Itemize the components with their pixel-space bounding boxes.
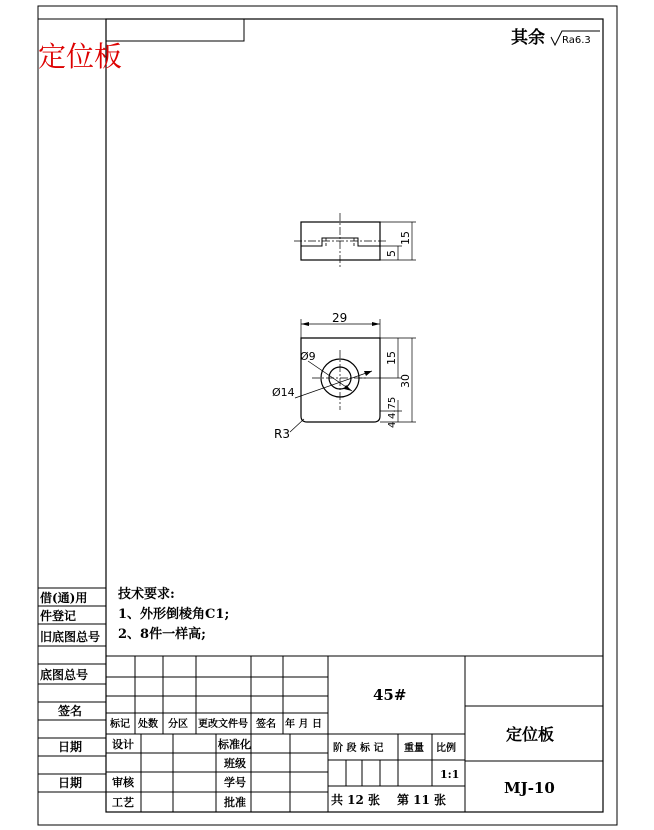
rev-header-doc-no: 更改文件号 <box>198 719 248 730</box>
scale-value: 1:1 <box>440 768 460 781</box>
rev-header-signature: 签名 <box>256 719 276 730</box>
total-sheets: 共 12 张 <box>331 793 381 807</box>
tech-req-heading: 技术要求: <box>118 587 175 602</box>
front-view <box>294 213 416 268</box>
dim-4: 4 <box>387 421 398 428</box>
dim-475: 4.75 <box>387 396 398 419</box>
title-part-name: 定位板 <box>506 725 555 744</box>
front-dim-5: 5 <box>385 250 398 257</box>
label-process: 工艺 <box>112 796 134 809</box>
front-view-slot <box>301 238 380 246</box>
label-design: 设计 <box>112 738 134 751</box>
dim-29: 29 <box>332 311 348 325</box>
diameter-14-arrow <box>364 371 372 376</box>
rev-header-count: 处数 <box>138 719 158 730</box>
diameter-14-leader <box>295 371 372 398</box>
top-dim-arrow-left <box>301 322 309 326</box>
dim-30: 30 <box>399 374 412 388</box>
label-approval: 批准 <box>224 796 246 809</box>
left-label-base-no: 底图总号 <box>40 668 89 682</box>
left-label-register: 件登记 <box>40 609 77 623</box>
left-label-signature: 签名 <box>58 704 83 718</box>
rev-header-date: 年 月 日 <box>285 719 322 730</box>
dim-radius-3: R3 <box>274 427 290 441</box>
radius-leader <box>290 419 304 432</box>
surface-finish-symbol <box>511 27 600 48</box>
rev-header-zone: 分区 <box>168 719 188 730</box>
inner-frame <box>106 19 603 812</box>
left-label-date-1: 日期 <box>58 740 83 754</box>
surface-finish-prefix: 其余 <box>511 28 545 48</box>
front-dim-15: 15 <box>399 231 412 245</box>
label-student-no: 学号 <box>224 776 246 789</box>
part-name-overlay: 定位板 <box>38 40 123 73</box>
tech-req-item-2: 2、8件一样高; <box>118 627 206 642</box>
tech-req-item-1: 1、外形倒棱角C1; <box>118 607 230 622</box>
label-stage-mark: 阶 段 标 记 <box>333 743 384 754</box>
dim-15-lower: 15 <box>385 351 398 365</box>
material-value: 45# <box>373 686 407 704</box>
dim-diameter-9: Ø9 <box>300 350 316 363</box>
top-dim-arrow-right <box>372 322 380 326</box>
label-scale: 比例 <box>436 743 456 754</box>
label-weight: 重量 <box>404 743 424 754</box>
label-standardization: 标准化 <box>218 738 251 751</box>
dim-diameter-14: Ø14 <box>272 386 295 399</box>
left-label-date-2: 日期 <box>58 776 83 790</box>
top-corner-box <box>106 19 244 41</box>
label-review: 审核 <box>112 776 134 789</box>
left-label-borrow: 借(通)用 <box>40 591 88 605</box>
rev-header-mark: 标记 <box>110 719 130 730</box>
sheet-number: 第 11 张 <box>397 793 447 807</box>
label-class: 班级 <box>224 757 246 770</box>
left-label-old-base-no: 旧底图总号 <box>40 630 101 644</box>
drawing-number: MJ-10 <box>504 779 555 797</box>
surface-finish-value: Ra6.3 <box>562 35 591 46</box>
